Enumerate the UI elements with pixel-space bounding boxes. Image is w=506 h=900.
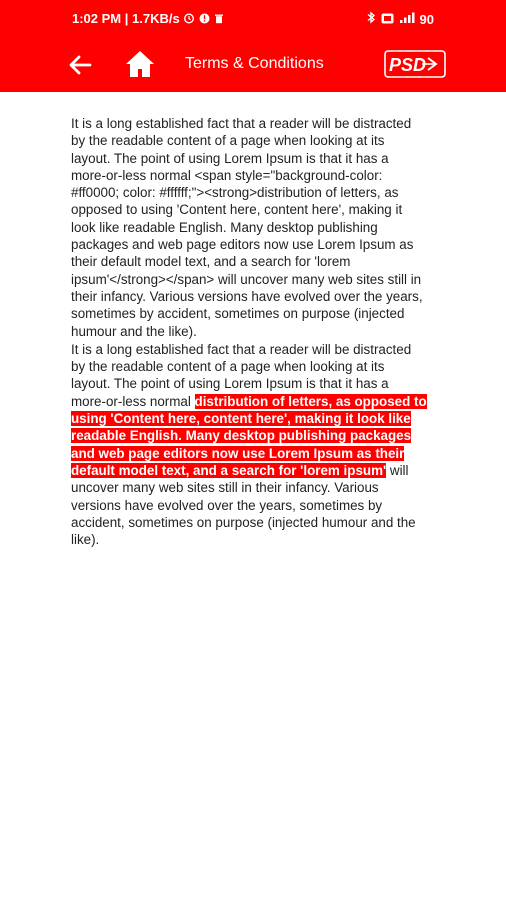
- status-separator: |: [124, 11, 133, 26]
- delete-icon: [214, 12, 224, 27]
- terms-paragraph-1: It is a long established fact that a reader will be distracted by the readable content of a page when looking at its layout. The point of using Lorem Ipsum is that it has a more-or-less normal <span style="background-color: #ff0000; color: #ffffff;"><strong>distribution of letters, as opposed to using 'Content here, content here', making it look like readable English. Many desktop publishing packages and web page editors now use Lorem Ipsum as their default model text, and a search for 'lorem ipsum'</strong></span> will uncover many web sites still in their infancy. Various versions have evolved over the years, sometimes by accident, sometimes on purpose (injected humour and the like).: [71, 116, 423, 339]
- status-left: [72, 11, 224, 27]
- paragraph-2-text-end: will uncover many web sites still in their infancy. Various versions have evolved over the years, sometimes by accident, sometimes on purpose (injected humour and the like).: [71, 462, 416, 548]
- status-time: 1:02 PM: [72, 11, 122, 26]
- battery-level: 90: [419, 11, 434, 27]
- highlighted-text: distribution of letters, as opposed to using 'Content here, content here', making it look like readable English. Many desktop publishing packages and web page editors now use Lorem Ipsum as their default model text, and a search for 'lorem ipsum': [71, 393, 427, 478]
- svg-text:PSD: PSD: [389, 55, 427, 75]
- toolbar: [0, 38, 506, 92]
- status-speed: 1.7KB/s: [132, 11, 180, 26]
- alarm-icon: [183, 12, 195, 27]
- status-bar: [0, 0, 506, 38]
- home-icon[interactable]: [124, 49, 156, 79]
- terms-paragraph-2: [71, 341, 427, 549]
- back-arrow-icon[interactable]: [66, 51, 94, 79]
- app-header: [0, 0, 506, 92]
- status-right: [367, 11, 434, 27]
- notification-icon: [199, 12, 210, 27]
- bluetooth-icon: [367, 11, 376, 27]
- page-title: Terms & Conditions: [185, 55, 324, 72]
- brand-logo: [384, 50, 446, 78]
- paragraph-2-text: It is a long established fact that a reader will be distracted by the readable content of a page when looking at its layout. The point of using Lorem Ipsum is that it has a more-or-less normal: [71, 341, 412, 409]
- sim-icon: [381, 12, 394, 27]
- terms-content: [71, 115, 427, 549]
- signal-icon: [399, 12, 415, 27]
